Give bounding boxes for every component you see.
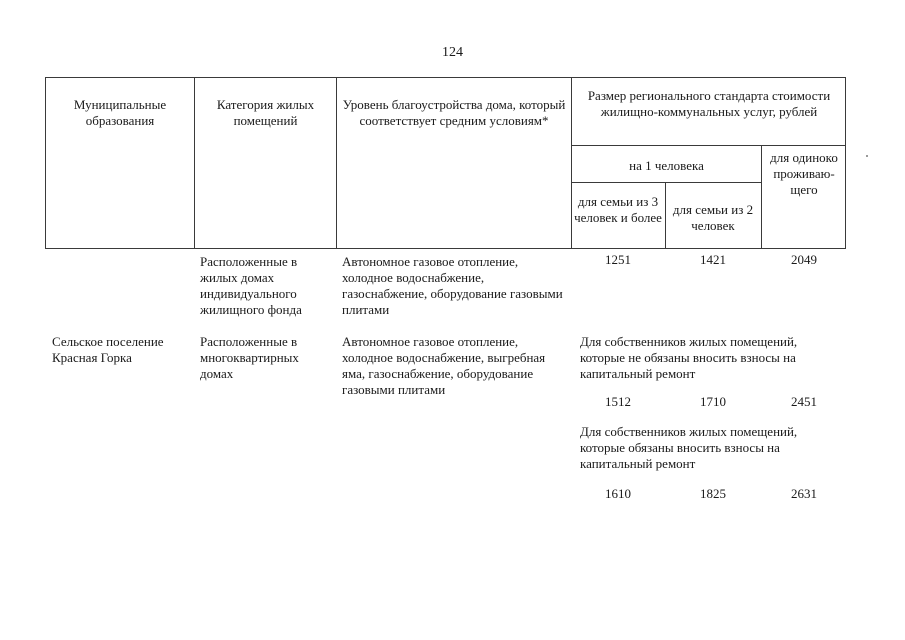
row-comfort: Автономное газовое отопление, холодное водоснабжение, выгребная яма, газоснабжение, оборудование газовыми плитами [342,334,546,397]
header-top-border [45,77,846,78]
value-single-resident: 2631 [791,486,817,501]
row-municipality: Сельское поселение Красная Горка [52,334,164,365]
scan-speck [866,155,868,157]
header-mid-border [571,145,846,146]
header-comfort-level: Уровень благоустройства дома, который соответствует средним условиям* [342,97,566,128]
col-divider [194,77,195,249]
col-divider [845,77,846,249]
header-family-2: для семьи из 2 человек [672,202,754,233]
header-per-person: на 1 человека [629,158,704,173]
page-number: 124 [442,45,463,60]
value-family-2: 1710 [700,394,726,409]
value-family-2: 1421 [700,252,726,267]
row-category: Расположенные в многоквартирных домах [200,334,299,381]
value-single-resident: 2451 [791,394,817,409]
group-note-no-contribution: Для собственников жилых помещений, которые не обязаны вносить взносы на капитальный ремонт [580,334,798,381]
value-family-2: 1825 [700,486,726,501]
value-family-3-plus: 1251 [605,252,631,267]
value-family-3-plus: 1512 [605,394,631,409]
row-category: Расположенные в жилых домах индивидуального жилищного фонда [200,254,302,317]
col-divider [571,77,572,249]
col-divider [336,77,337,249]
col-divider [45,77,46,249]
header-municipality: Муниципальные образования [73,97,167,128]
row-comfort: Автономное газовое отопление, холодное водоснабжение, газоснабжение, оборудование газовыми плитами [342,254,563,317]
group-note-with-contribution: Для собственников жилых помещений, которые обязаны вносить взносы на капитальный ремонт [580,424,798,471]
header-single-resident: для одиноко проживаю-щего [770,150,838,197]
header-family-3-plus: для семьи из 3 человек и более [574,194,662,225]
col-divider [665,182,666,249]
header-standard-size: Размер регионального стандарта стоимости жилищно-коммунальных услуг, рублей [587,88,831,119]
value-single-resident: 2049 [791,252,817,267]
value-family-3-plus: 1610 [605,486,631,501]
header-category: Категория жилых помещений [216,97,315,128]
header-sub-border [571,182,761,183]
header-bottom-border [45,248,846,249]
col-divider [761,145,762,249]
